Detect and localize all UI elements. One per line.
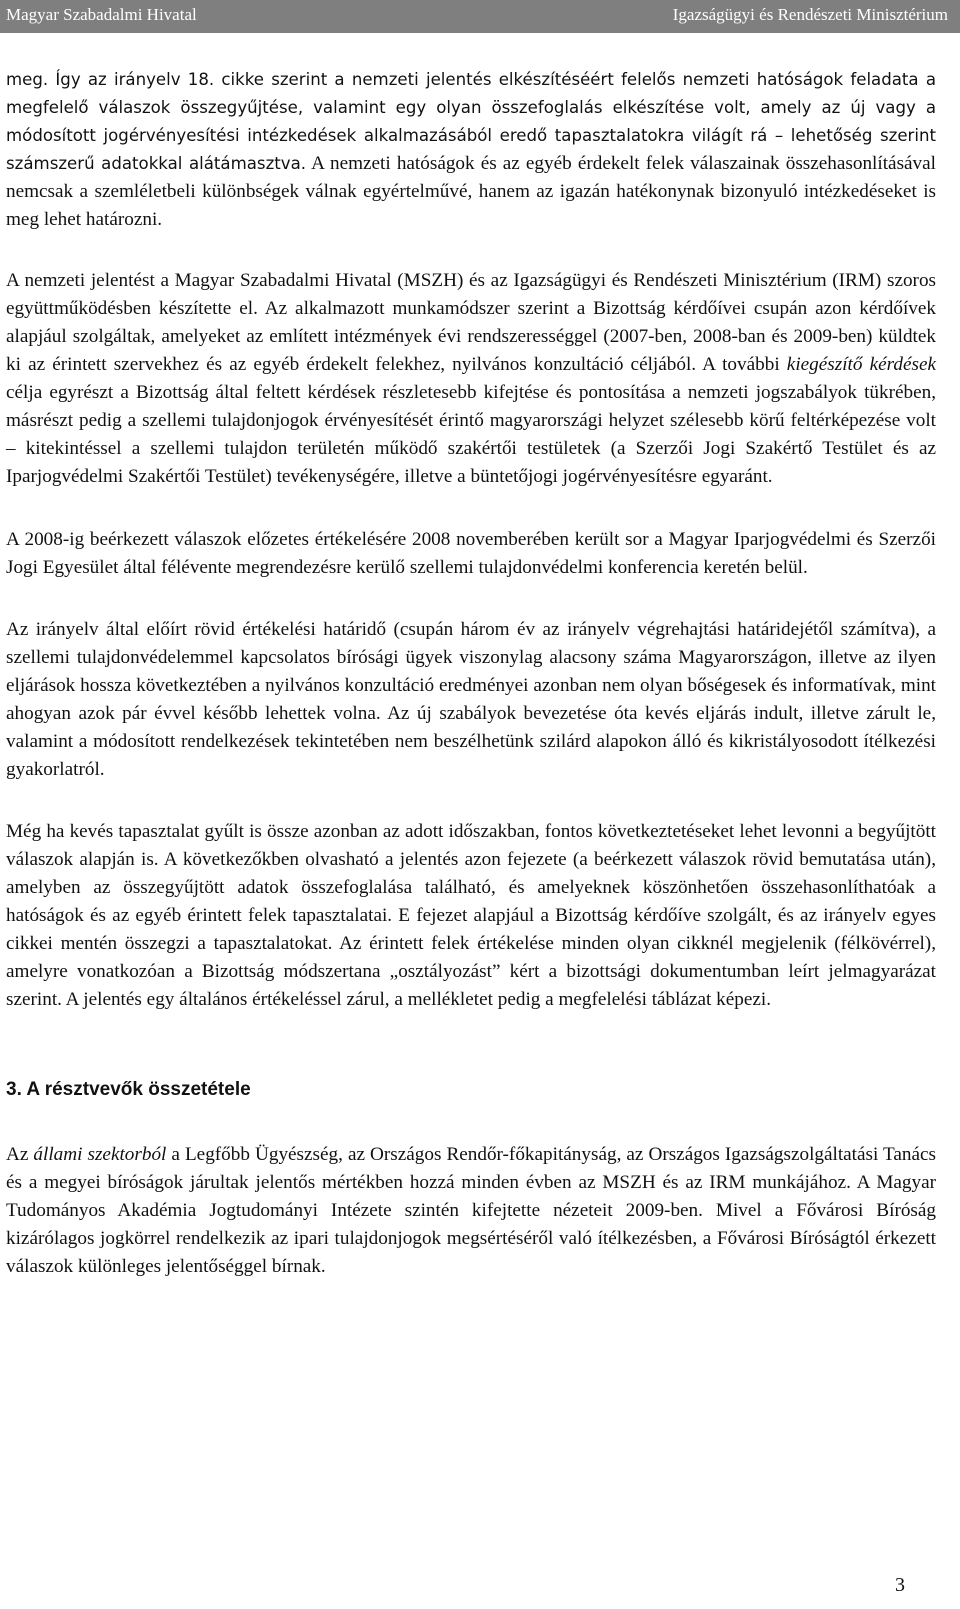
paragraph-6-part-a: Az: [6, 1144, 34, 1165]
paragraph-2-emphasis: kiegészítő kérdések: [786, 354, 936, 375]
header-left-title: Magyar Szabadalmi Hivatal: [6, 5, 197, 24]
paragraph-1-part-b: A nemzeti hatóságok és az egyéb érdekelt felek válaszainak összehasonlításával nemcsak a szemléletbeli különbségek válnak egyértelművé, hanem az igazán hatékonynak bizonyuló intézkedéseket is meg lehet határozni.: [6, 153, 936, 230]
paragraph-5: Még ha kevés tapasztalat gyűlt is össze azonban az adott időszakban, fontos következtetéseket lehet levonni a begyűjtött válaszok alapján is. A következőkben olvasható a jelentés azon fejezete (a beérkezett válaszok rövid bemutatása után), amelyben az összegyűjtött adatok összefoglalása található, és amelyeknek köszönhetően összehasonlíthatóak a hatóságok és az egyéb érintett felek tapasztalatai. E fejezet alapjául a Bizottság kérdőíve szolgált, és az irányelv egyes cikkei mentén összegzi a tapasztalatokat. Az érintett felek értékelése minden olyan cikknél megjelenik (félkövérrel), amelyre vonatkozóan a Bizottság módszertana „osztályozást” kért a bizottsági dokumentumban leírt jelmagyarázat szerint. A jelentés egy általános értékeléssel zárul, a mellékletet pedig a megfelelési táblázat képezi.: [6, 821, 936, 1010]
paragraph-2-part-b: célja egyrészt a Bizottság által feltett kérdések részletesebb kifejtése és pontosítása a nemzeti jogszabályok tükrében, másrészt pedig a szellemi tulajdonjogok érvényesítését érintő magyarországi helyzet szélesebb körű feltérképezése volt – kitekintéssel a szellemi tulajdon területén működő szakértői testületek (a Szerzői Jogi Szakértő Testület és az Iparjogvédelmi Szakértői Testület) tevékenységére, illetve a büntetőjogi jogérvényesítésre egyaránt.: [6, 382, 936, 487]
page-number: 3: [895, 1574, 905, 1596]
document-body: [6, 66, 936, 1281]
header-right-title: Igazságügyi és Rendészeti Minisztérium: [672, 5, 948, 24]
paragraph-2: [6, 267, 936, 491]
paragraph-6-part-b: a Legfőbb Ügyészség, az Országos Rendőr-főkapitányság, az Országos Igazságszolgáltatási Tanács és a megyei bíróságok járultak jelentős mértékben hozzá minden évben az MSZH és az IRM munkájához. A Magyar Tudományos Akadémia Jogtudományi Intézete szintén kifejtette nézeteit 2009-ben. Mivel a Fővárosi Bíróság kizárólagos jogkörrel rendelkezik az ipari tulajdonjogok megsértéséről való ítélkezésben, a Fővárosi Bíróságtól érkezett válaszok különleges jelentőséggel bírnak.: [6, 1144, 937, 1277]
paragraph-6-emphasis: állami szektorból: [33, 1144, 167, 1165]
paragraph-1-part-a: meg. Így az irányelv 18. cikke szerint a nemzeti jelentés elkészítéséért felelős nemzeti hatóságok feladata a megfelelő válaszok összegyűjtése, valamint egy olyan összefoglalás elkészítése volt, amely az új vagy a módosított jogérvényesítési intézkedések alkalmazásából eredő tapasztalatokra világít rá – lehetőség szerint számszerű adatokkal alátámasztva.: [6, 70, 936, 173]
paragraph-2-part-a: A nemzeti jelentést a Magyar Szabadalmi Hivatal (MSZH) és az Igazságügyi és Rendészeti Minisztérium (IRM) szoros együttműködésben készítette el. Az alkalmazott munkamódszer szerint a Bizottság kérdőívei csupán azon kérdőívek alapjául szolgáltak, amelyeket az említett intézmények évi rendszerességgel (2007-ben, 2008-ban és 2009-ben) küldtek ki az érintett szervekhez és az egyéb érdekelt felekhez, nyilvános konzultáció céljából. A további: [6, 270, 936, 375]
section-heading: 3. A résztvevők összetétele: [6, 1079, 251, 1100]
paragraph-4: Az irányelv által előírt rövid értékelési határidő (csupán három év az irányelv végrehajtási határidejétől számítva), a szellemi tulajdonvédelemmel kapcsolatos bírósági ügyek viszonylag alacsony száma Magyarországon, illetve az ilyen eljárások hossza következtében a nyilvános konzultáció eredményei azonban nem olyan bőségesek és informatívak, mint ahogyan azok pár évvel később lehettek volna. Az új szabályok bevezetése óta kevés eljárás indult, illetve zárult le, valamint a módosított rendelkezések tekintetében nem beszélhetünk szilárd alapokon álló és kikristályosodott ítélkezési gyakorlatról.: [6, 619, 936, 780]
paragraph-1: [6, 66, 936, 234]
paragraph-3: A 2008-ig beérkezett válaszok előzetes értékelésére 2008 novemberében került sor a Magyar Iparjogvédelmi és Szerzői Jogi Egyesület által félévente megrendezésre kerülő szellemi tulajdonvédelmi konferencia keretén belül.: [6, 529, 936, 578]
paragraph-6: [6, 1141, 936, 1281]
running-header: [0, 0, 960, 33]
